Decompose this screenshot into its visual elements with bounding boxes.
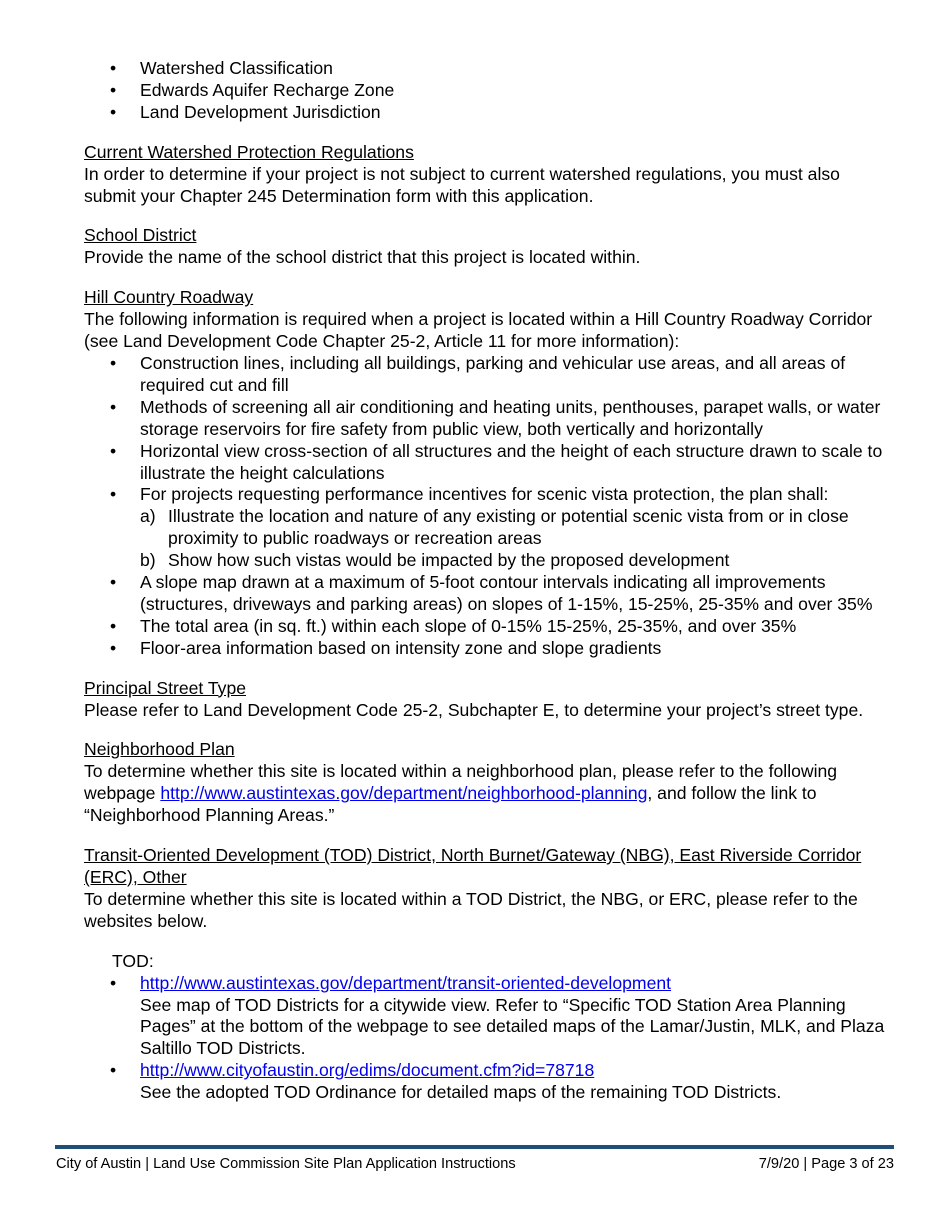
street-section [84,678,894,722]
school-section [84,225,894,269]
tod-label: TOD: [112,950,154,971]
sub-list-text: Illustrate the location and nature of any existing or potential scenic vista from or in close proximity to public roadways or recreation areas [168,506,849,549]
tod-ordinance-link[interactable]: http://www.cityofaustin.org/edims/document.cfm?id=78718 [140,1060,595,1081]
section-text: In order to determine if your project is not subject to current watershed regulations, you must also submit your Chapter 245 Determination form with this application. [84,163,840,206]
tod-section [84,845,894,1104]
list-item [84,973,894,1061]
list-item: • Methods of screening all air conditioning and heating units, penthouses, parapet walls, or water storage reservoirs for fire safety from public view, both vertically and horizontally [84,397,894,441]
link-description: See map of TOD Districts for a citywide view. Refer to “Specific TOD Station Area Planning Pages” at the bottom of the webpage to see detailed maps of the Lamar/Justin, MLK, and Plaza Saltillo TOD Districts. [140,994,885,1059]
neighborhood-planning-link[interactable]: http://www.austintexas.gov/department/neighborhood-planning [160,783,648,804]
sub-list-text: Show how such vistas would be impacted by the proposed development [168,550,730,571]
section-text: Please refer to Land Development Code 25-2, Subchapter E, to determine your project’s street type. [84,699,864,720]
list-item: • Watershed Classification [84,58,894,80]
list-item: • Floor-area information based on intensity zone and slope gradients [84,638,894,660]
tod-link[interactable]: http://www.austintexas.gov/department/transit-oriented-development [140,972,672,993]
top-bullet-list [84,58,894,124]
document-page [84,58,894,1104]
hill-country-section [84,287,894,659]
sub-list-item [84,506,894,550]
list-item: • A slope map drawn at a maximum of 5-foot contour intervals indicating all improvements (structures, driveways and parking areas) on slopes of 1-15%, 15-25%, 25-35% and over 35% [84,572,894,616]
list-item: • For projects requesting performance incentives for scenic vista protection, the plan shall: [84,484,894,506]
section-heading: School District [84,225,197,246]
section-heading: Hill Country Roadway [84,287,254,308]
list-item: • Land Development Jurisdiction [84,102,894,124]
sub-list-item [84,550,894,572]
neighborhood-section [84,739,894,827]
hill-country-list [84,353,894,660]
section-heading: Neighborhood Plan [84,739,235,760]
sub-list-label: b) [140,550,156,571]
footer-page-number: 7/9/20 | Page 3 of 23 [758,1156,894,1172]
list-item: • Horizontal view cross-section of all structures and the height of each structure drawn to scale to illustrate the height calculations [84,441,894,485]
footer-title: City of Austin | Land Use Commission Site Plan Application Instructions [56,1156,516,1172]
tod-link-list [84,973,894,1104]
section-heading: Current Watershed Protection Regulations [84,141,414,162]
section-text: To determine whether this site is located within a TOD District, the NBG, or ERC, please refer to the websites below. [84,888,858,931]
list-item: • Edwards Aquifer Recharge Zone [84,80,894,102]
list-item [84,1060,894,1104]
list-item: • The total area (in sq. ft.) within each slope of 0-15% 15-25%, 25-35%, and over 35% [84,616,894,638]
watershed-section [84,142,894,208]
sub-list-label: a) [140,506,156,527]
footer-divider [55,1145,894,1149]
section-heading: Transit-Oriented Development (TOD) District, North Burnet/Gateway (NBG), East Riverside Corridor (ERC), Other [84,845,862,887]
section-text: Provide the name of the school district that this project is located within. [84,247,641,268]
list-item: • Construction lines, including all buildings, parking and vehicular use areas, and all areas of required cut and fill [84,353,894,397]
link-description: See the adopted TOD Ordinance for detailed maps of the remaining TOD Districts. [140,1082,782,1103]
section-text: The following information is required when a project is located within a Hill Country Roadway Corridor (see Land Development Code Chapter 25-2, Article 11 for more information): [84,309,873,352]
text-after-link: , and follow the link to “Neighborhood Planning Areas.” [84,783,817,826]
section-text [84,761,894,827]
section-heading: Principal Street Type [84,677,247,698]
text-before-link: To determine whether this site is located within a neighborhood plan, please refer to the following webpage [84,761,838,804]
